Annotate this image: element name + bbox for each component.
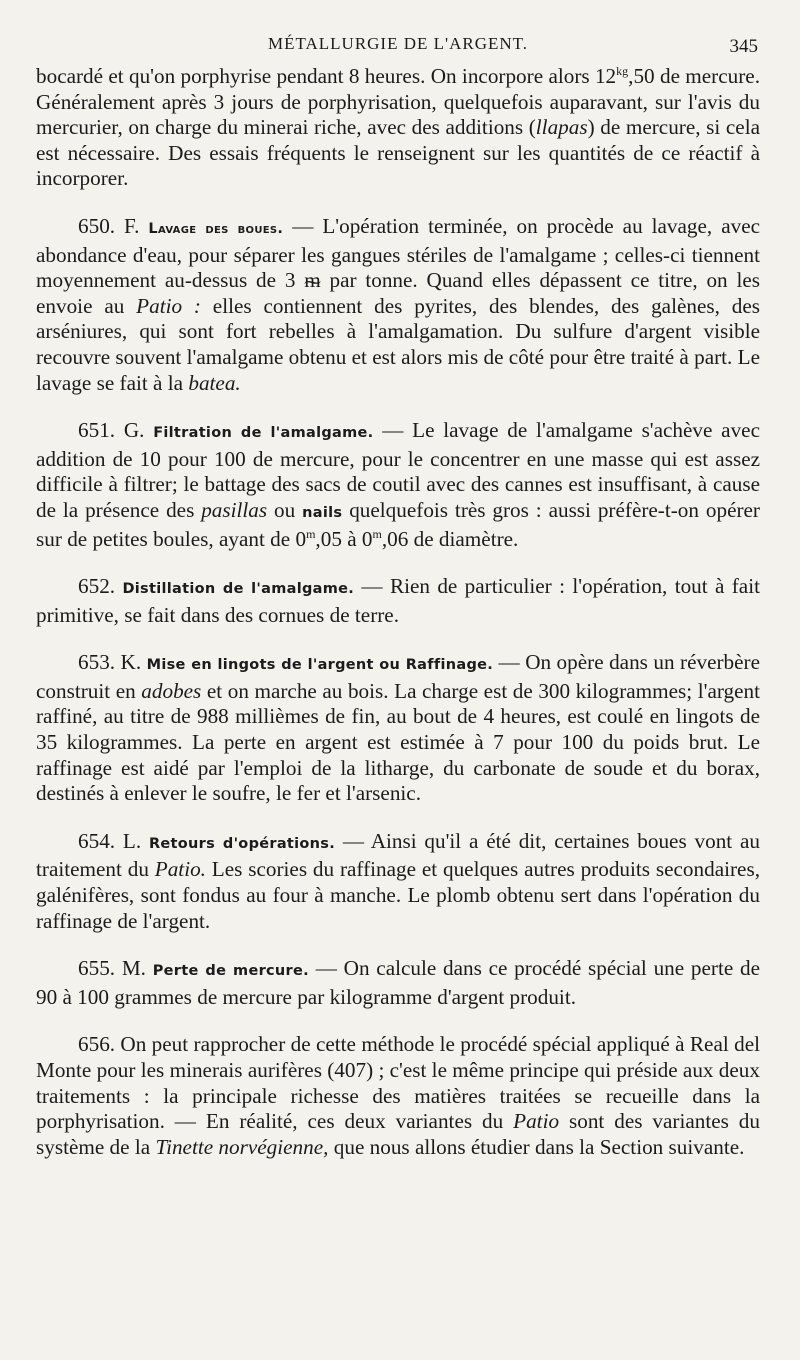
intro-paragraph xyxy=(36,64,760,192)
text: Les scories du raffinage et quelques autres produits secondaires, galénifères, sont fondus au four à manche. Le plomb obtenu sert dans l'opération du raffinage de l'argent. xyxy=(36,857,760,933)
text: bocardé et qu'on porphyrise pendant 8 heures. On incorpore alors 12 xyxy=(36,64,617,88)
section-653 xyxy=(36,650,760,807)
italic-term: Patio : xyxy=(136,293,201,318)
section-heading: Lavage des boues. xyxy=(148,220,284,237)
text: ) de mercure, si cela est nécessaire. Des essais fréquents le renseignent sur les quantités de ce réactif à incorporer. xyxy=(36,115,760,191)
section-652 xyxy=(36,574,760,628)
section-number: 650. F. xyxy=(78,213,140,238)
superscript: kg xyxy=(616,63,629,78)
text: ou xyxy=(267,497,303,522)
section-number: 655. M. xyxy=(78,956,146,981)
section-number: 651. G. xyxy=(78,418,145,443)
italic-term: adobes xyxy=(141,678,202,703)
section-number: 654. L. xyxy=(78,828,142,853)
text: — On opère dans un réverbère construit en xyxy=(36,650,760,703)
ounce-symbol: ᵯ xyxy=(304,268,321,293)
section-number: 653. K. xyxy=(78,650,142,675)
section-654 xyxy=(36,829,760,934)
italic-term: llapas xyxy=(535,115,588,140)
text: — Le lavage de l'amalgame s'achève avec addition de 10 pour 100 de mercure, pour le concentrer en une masse qui est assez difficile à filtrer; le battage des sacs de coutil avec des cannes est insuffisant, à cause de la présence des xyxy=(36,418,760,522)
section-656 xyxy=(36,1032,760,1160)
text: — L'opération terminée, on procède au lavage, avec abondance d'eau, pour séparer les gangues stériles de l'amalgame ; celles-ci tiennent moyennement au-dessus de 3 xyxy=(36,213,760,293)
italic-term: pasillas xyxy=(201,497,268,522)
section-number: 652. xyxy=(78,574,116,599)
text: — Rien de particulier : l'opération, tout à fait primitive, se fait dans des cornues de terre. xyxy=(36,574,760,627)
page-number: 345 xyxy=(729,36,758,57)
text: ,50 de mercure. Généralement après 3 jours de porphyrisation, quelquefois auparavant, sur l'avis du mercurier, on charge du minerai riche, avec des additions ( xyxy=(36,64,760,140)
section-heading: Retours d'opérations. xyxy=(148,835,336,852)
superscript: m xyxy=(306,526,316,541)
text: — On calcule dans ce procédé spécial une perte de 90 à 100 grammes de mercure par kilogramme d'argent produit. xyxy=(36,956,761,1009)
italic-term: Tinette norvégienne, xyxy=(155,1134,329,1159)
running-header xyxy=(36,34,760,64)
running-title: MÉTALLURGIE DE L'ARGENT. xyxy=(267,34,529,53)
text: et on marche au bois. La charge est de 300 kilogrammes; l'argent raffiné, au titre de 988 millièmes de fin, au bout de 4 heures, est coulé en lingots de 35 kilogrammes. La perte en argent est estimée à 7 pour 100 du poids brut. Le raffinage est aidé par l'emploi de la litharge, du carbonate de soude et du borax, destinés à enlever le soufre, le fer et l'arsenic. xyxy=(36,678,760,806)
section-heading: Perte de mercure. xyxy=(152,963,309,980)
section-heading: Distillation de l'amalgame. xyxy=(122,581,355,598)
section-number: 656. xyxy=(78,1032,116,1057)
bold-term: nails xyxy=(302,504,343,521)
text: par tonne. Quand elles dépassent ce titre, on les envoie au xyxy=(36,268,760,318)
section-heading: Filtration de l'amalgame. xyxy=(153,425,374,442)
section-655 xyxy=(36,956,760,1010)
italic-term: Patio xyxy=(513,1109,560,1134)
text: — Ainsi qu'il a été dit, certaines boues vont au traitement du xyxy=(36,828,760,882)
text: sont des variantes du système de la xyxy=(36,1109,760,1159)
section-651 xyxy=(36,418,760,552)
text: ,06 de diamètre. xyxy=(381,526,519,551)
superscript: m xyxy=(372,526,382,541)
italic-term: batea. xyxy=(188,370,241,395)
italic-term: Patio. xyxy=(154,857,206,882)
section-650 xyxy=(36,214,760,396)
section-heading: Mise en lingots de l'argent ou Raffinage. xyxy=(146,657,494,674)
text: elles contiennent des pyrites, des blendes, des galènes, des arséniures, qui sont fort rebelles à l'amalgamation. Du sulfure d'argent visible recouvre souvent l'amalgame obtenu et est alors mis de côté pour être traité à part. Le lavage se fait à la xyxy=(36,293,760,395)
text: On peut rapprocher de cette méthode le procédé spécial appliqué à Real del Monte pour les minerais aurifères (407) ; c'est le même principe qui préside aux deux traitements : la principale richesse des matières traitées se recueille dans la porphyrisation. — En réalité, ces deux variantes du xyxy=(36,1032,760,1134)
text: ,05 à 0 xyxy=(315,526,373,551)
text: que nous allons étudier dans la Section suivante. xyxy=(328,1134,745,1159)
text: quelquefois très gros : aussi préfère-t-on opérer sur de petites boules, ayant de 0 xyxy=(36,497,760,551)
